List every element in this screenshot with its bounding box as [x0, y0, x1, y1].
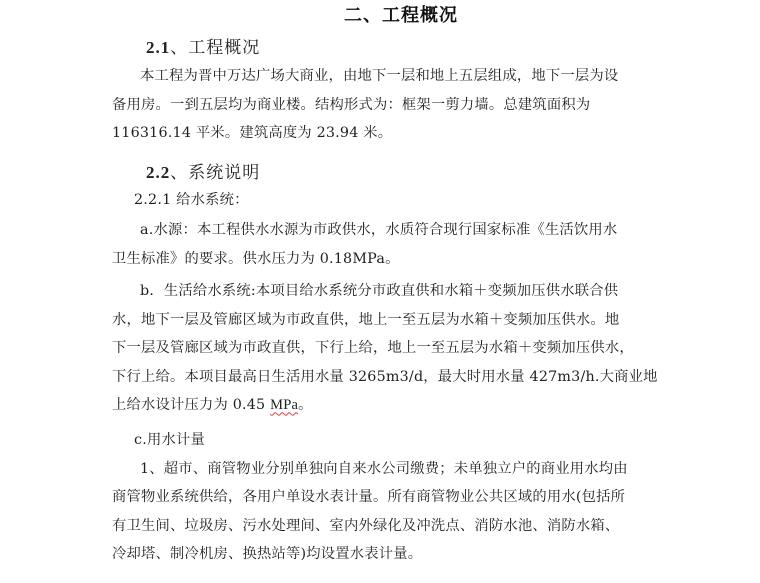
paragraph-line: 下行上给。本项目最高日生活用水量 3265m3/d，最大时用水量 427m3/h.大商业地 — [112, 368, 658, 385]
section-heading-text: 工程概况 — [188, 38, 261, 58]
paragraph-project-overview — [112, 62, 654, 148]
paragraph-line: 116316.14 平米。建筑高度为 23.94 米。 — [112, 125, 393, 142]
paragraph-line: 1、超市、商管物业分别单独向自来水公司缴费；未单独立户的商业用水均由 — [140, 460, 628, 477]
section-separator: 、 — [170, 38, 189, 58]
spellcheck-flagged-word[interactable]: MPa — [270, 397, 299, 414]
paragraph-line: b．生活给水系统:本项目给水系统分市政直供和水箱＋变频加压供水联合供 — [140, 283, 619, 299]
paragraph-line-last — [112, 391, 654, 420]
section-heading-text: 系统说明 — [188, 163, 261, 183]
paragraph-water-source — [112, 216, 654, 273]
subsection-label: 2.2.1 给水系统： — [134, 192, 249, 208]
section-heading-2-1 — [146, 36, 260, 60]
chapter-title: 二、工程概况 — [344, 5, 458, 26]
paragraph-water-metering — [112, 426, 654, 569]
section-separator: 、 — [170, 163, 189, 183]
paragraph-line: 本工程为晋中万达广场大商业，由地下一层和地上五层组成，地下一层为设 — [140, 68, 619, 84]
text-run: 上给水设计压力为 0.45 — [112, 397, 271, 414]
paragraph-line: 冷却塔、制冷机房、换热站等)均设置水表计量。 — [112, 546, 423, 563]
paragraph-line: a.水源：本工程供水水源为市政供水，水质符合现行国家标准《生活饮用水 — [140, 222, 618, 238]
section-heading-2-2 — [146, 161, 260, 185]
subsection-2-2-1 — [112, 186, 654, 215]
section-number: 2.1 — [146, 38, 171, 57]
paragraph-line: 备用房。一到五层均为商业楼。结构形式为：框架一剪力墙。总建筑面积为 — [112, 96, 591, 113]
paragraph-line: 有卫生间、垃圾房、污水处理间、室内外绿化及冲洗点、消防水池、消防水箱、 — [112, 517, 620, 534]
paragraph-line: 下一层及管廊区域为市政直供，下行上给，地上一至五层为水箱＋变频加压供水， — [112, 340, 634, 357]
text-run: 。 — [298, 397, 313, 414]
paragraph-domestic-water-system — [112, 277, 658, 420]
paragraph-line: 水，地下一层及管廊区域为市政直供，地上一至五层为水箱＋变频加压供水。地 — [112, 311, 620, 328]
item-c-label: c.用水计量 — [134, 432, 205, 448]
paragraph-line: 商管物业系统供给，各用户单设水表计量。所有商管物业公共区域的用水(包括所 — [112, 489, 626, 506]
paragraph-line: 卫生标准》的要求。供水压力为 0.18MPa。 — [112, 250, 400, 267]
section-number: 2.2 — [146, 163, 171, 182]
